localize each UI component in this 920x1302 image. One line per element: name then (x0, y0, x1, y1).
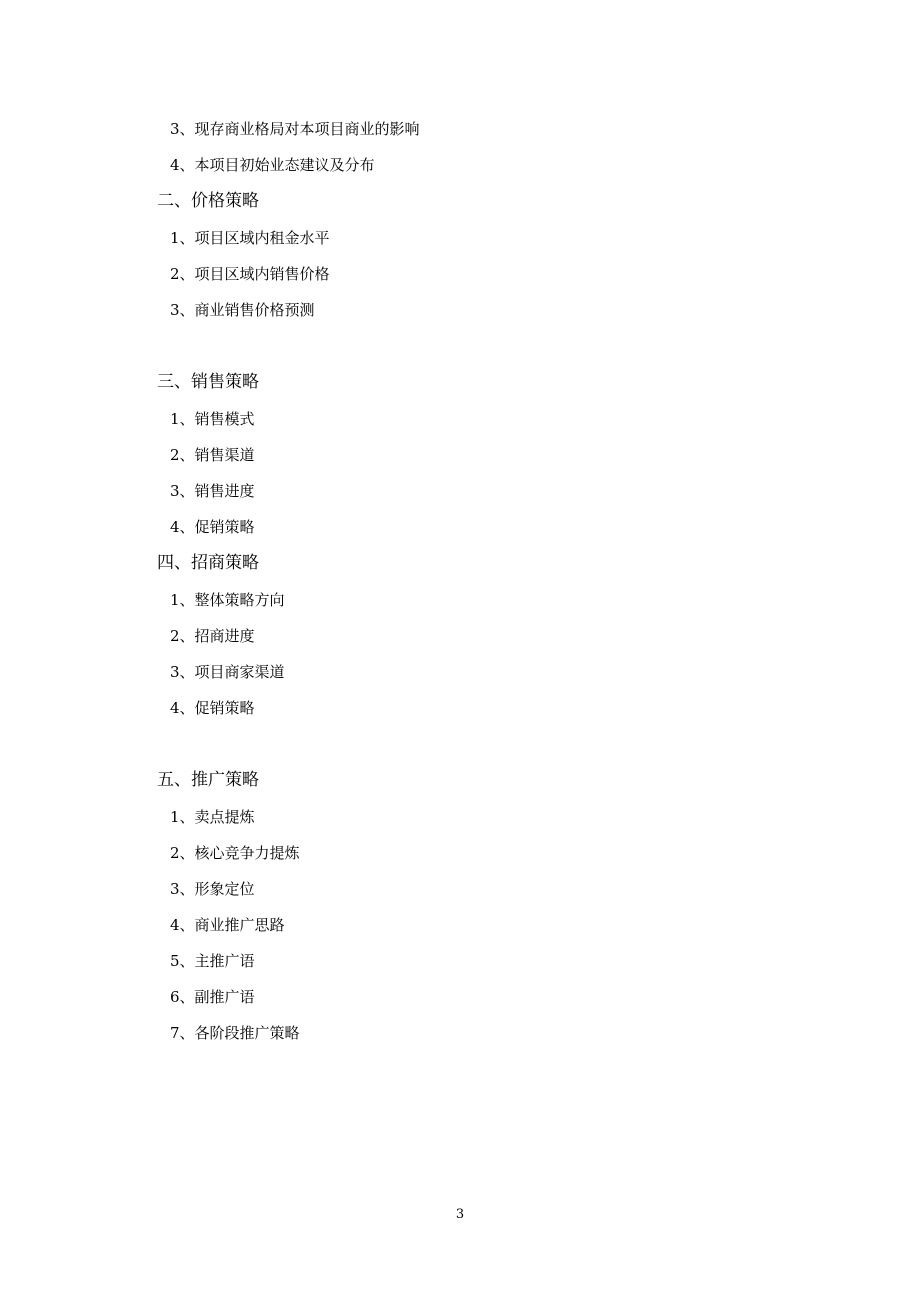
list-item: 4、本项目初始业态建议及分布 (170, 156, 375, 174)
list-item: 4、促销策略 (170, 518, 255, 536)
list-item: 7、各阶段推广策略 (170, 1024, 300, 1042)
list-item: 2、项目区域内销售价格 (170, 265, 330, 283)
list-item: 5、主推广语 (170, 952, 255, 970)
list-item: 6、副推广语 (170, 988, 255, 1006)
list-item: 3、项目商家渠道 (170, 663, 285, 681)
list-item: 2、招商进度 (170, 627, 255, 645)
list-item: 4、促销策略 (170, 699, 255, 717)
section-heading: 三、销售策略 (157, 372, 259, 392)
list-item: 1、销售模式 (170, 410, 255, 428)
list-item: 3、商业销售价格预测 (170, 301, 315, 319)
list-item: 1、卖点提炼 (170, 808, 255, 826)
list-item: 1、项目区域内租金水平 (170, 229, 330, 247)
section-heading: 五、推广策略 (157, 770, 259, 790)
section-heading: 二、价格策略 (157, 191, 259, 211)
list-item: 1、整体策略方向 (170, 591, 285, 609)
list-item: 3、销售进度 (170, 482, 255, 500)
list-item: 2、销售渠道 (170, 446, 255, 464)
list-item: 4、商业推广思路 (170, 916, 285, 934)
list-item: 3、形象定位 (170, 880, 255, 898)
section-heading: 四、招商策略 (157, 553, 259, 573)
list-item: 2、核心竞争力提炼 (170, 844, 300, 862)
page-number: 3 (455, 1207, 465, 1222)
list-item: 3、现存商业格局对本项目商业的影响 (170, 120, 420, 138)
